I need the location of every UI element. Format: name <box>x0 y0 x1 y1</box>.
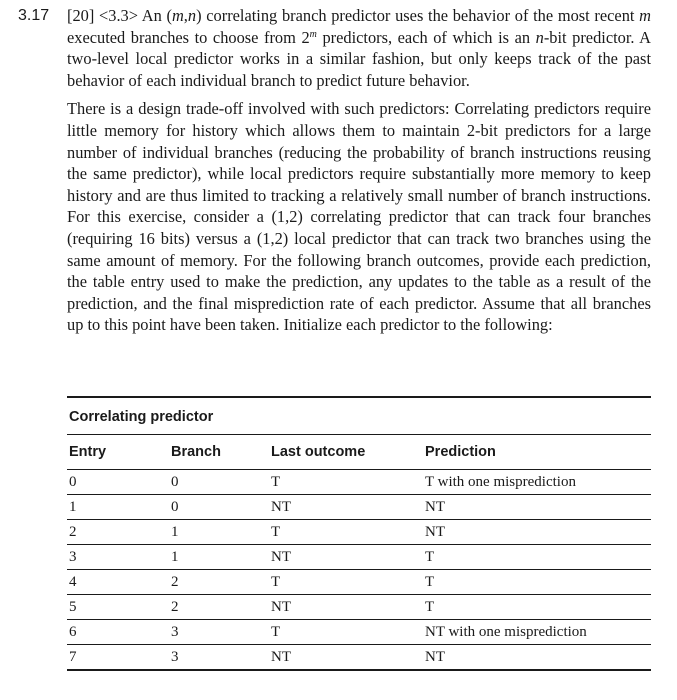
header-prediction: Prediction <box>425 435 651 470</box>
cell-entry: 6 <box>67 620 165 645</box>
cell-entry: 1 <box>67 495 165 520</box>
exercise-paragraph-1: [20] <3.3> An (m,n) correlating branch predictor uses the behavior of the most recent m executed branches to choose from 2$^m$ predictors, each of which is an n-bit predictor. A two-level local predictor works in a similar fashion, but only keeps track of the past behavior of each individual branch to predict future behavior. <box>67 6 651 90</box>
cell-prediction: NT <box>425 495 651 520</box>
table-row <box>67 470 651 495</box>
cell-prediction: T <box>425 570 651 595</box>
cell-prediction: NT <box>425 645 651 671</box>
cell-last-outcome: T <box>271 570 425 595</box>
cell-entry: 5 <box>67 595 165 620</box>
cell-last-outcome: T <box>271 620 425 645</box>
cell-prediction: T <box>425 595 651 620</box>
cell-branch: 3 <box>165 645 271 671</box>
table-row <box>67 620 651 645</box>
cell-branch: 3 <box>165 620 271 645</box>
cell-last-outcome: T <box>271 470 425 495</box>
cell-branch: 0 <box>165 495 271 520</box>
cell-entry: 2 <box>67 520 165 545</box>
cell-last-outcome: NT <box>271 595 425 620</box>
cell-prediction: NT <box>425 520 651 545</box>
cell-last-outcome: T <box>271 520 425 545</box>
table-body <box>67 470 651 671</box>
cell-prediction: T with one misprediction <box>425 470 651 495</box>
table-row <box>67 545 651 570</box>
exercise-paragraph-2: There is a design trade-off involved with such predictors: Correlating predictors require little memory for history which allows them to maintain 2-bit predictors for a large number of individual branches (reducing the probability of branch instructions reusing the same predictor), while local predictors require substantially more memory to keep history and are thus limited to tracking a relatively small number of branch instructions. For this exercise, consider a (1,2) correlating predictor that can track four branches (requiring 16 bits) versus a (1,2) local predictor that can track two branches using the same amount of memory. For the following branch outcomes, provide each prediction, the table entry used to make the prediction, any updates to the table as a result of the prediction, and the final misprediction rate of each predictor. Assume that all branches up to this point have been taken. Initialize each predictor to the following: <box>67 99 651 335</box>
table-header-row <box>67 435 651 470</box>
cell-branch: 2 <box>165 595 271 620</box>
exercise-text <box>67 5 651 336</box>
cell-branch: 1 <box>165 520 271 545</box>
cell-last-outcome: NT <box>271 545 425 570</box>
table-row <box>67 520 651 545</box>
exercise-number: 3.17 <box>18 7 50 24</box>
header-entry: Entry <box>67 435 165 470</box>
header-branch: Branch <box>165 435 271 470</box>
cell-last-outcome: NT <box>271 645 425 671</box>
cell-entry: 7 <box>67 645 165 671</box>
cell-branch: 1 <box>165 545 271 570</box>
cell-prediction: NT with one misprediction <box>425 620 651 645</box>
predictor-table <box>67 435 651 671</box>
cell-last-outcome: NT <box>271 495 425 520</box>
table-row <box>67 495 651 520</box>
cell-branch: 0 <box>165 470 271 495</box>
cell-entry: 4 <box>67 570 165 595</box>
cell-branch: 2 <box>165 570 271 595</box>
table-row <box>67 595 651 620</box>
cell-entry: 0 <box>67 470 165 495</box>
header-last-outcome: Last outcome <box>271 435 425 470</box>
table-row <box>67 570 651 595</box>
table-caption: Correlating predictor <box>67 398 651 435</box>
table-row <box>67 645 651 671</box>
cell-prediction: T <box>425 545 651 570</box>
cell-entry: 3 <box>67 545 165 570</box>
correlating-predictor-table <box>67 396 651 671</box>
